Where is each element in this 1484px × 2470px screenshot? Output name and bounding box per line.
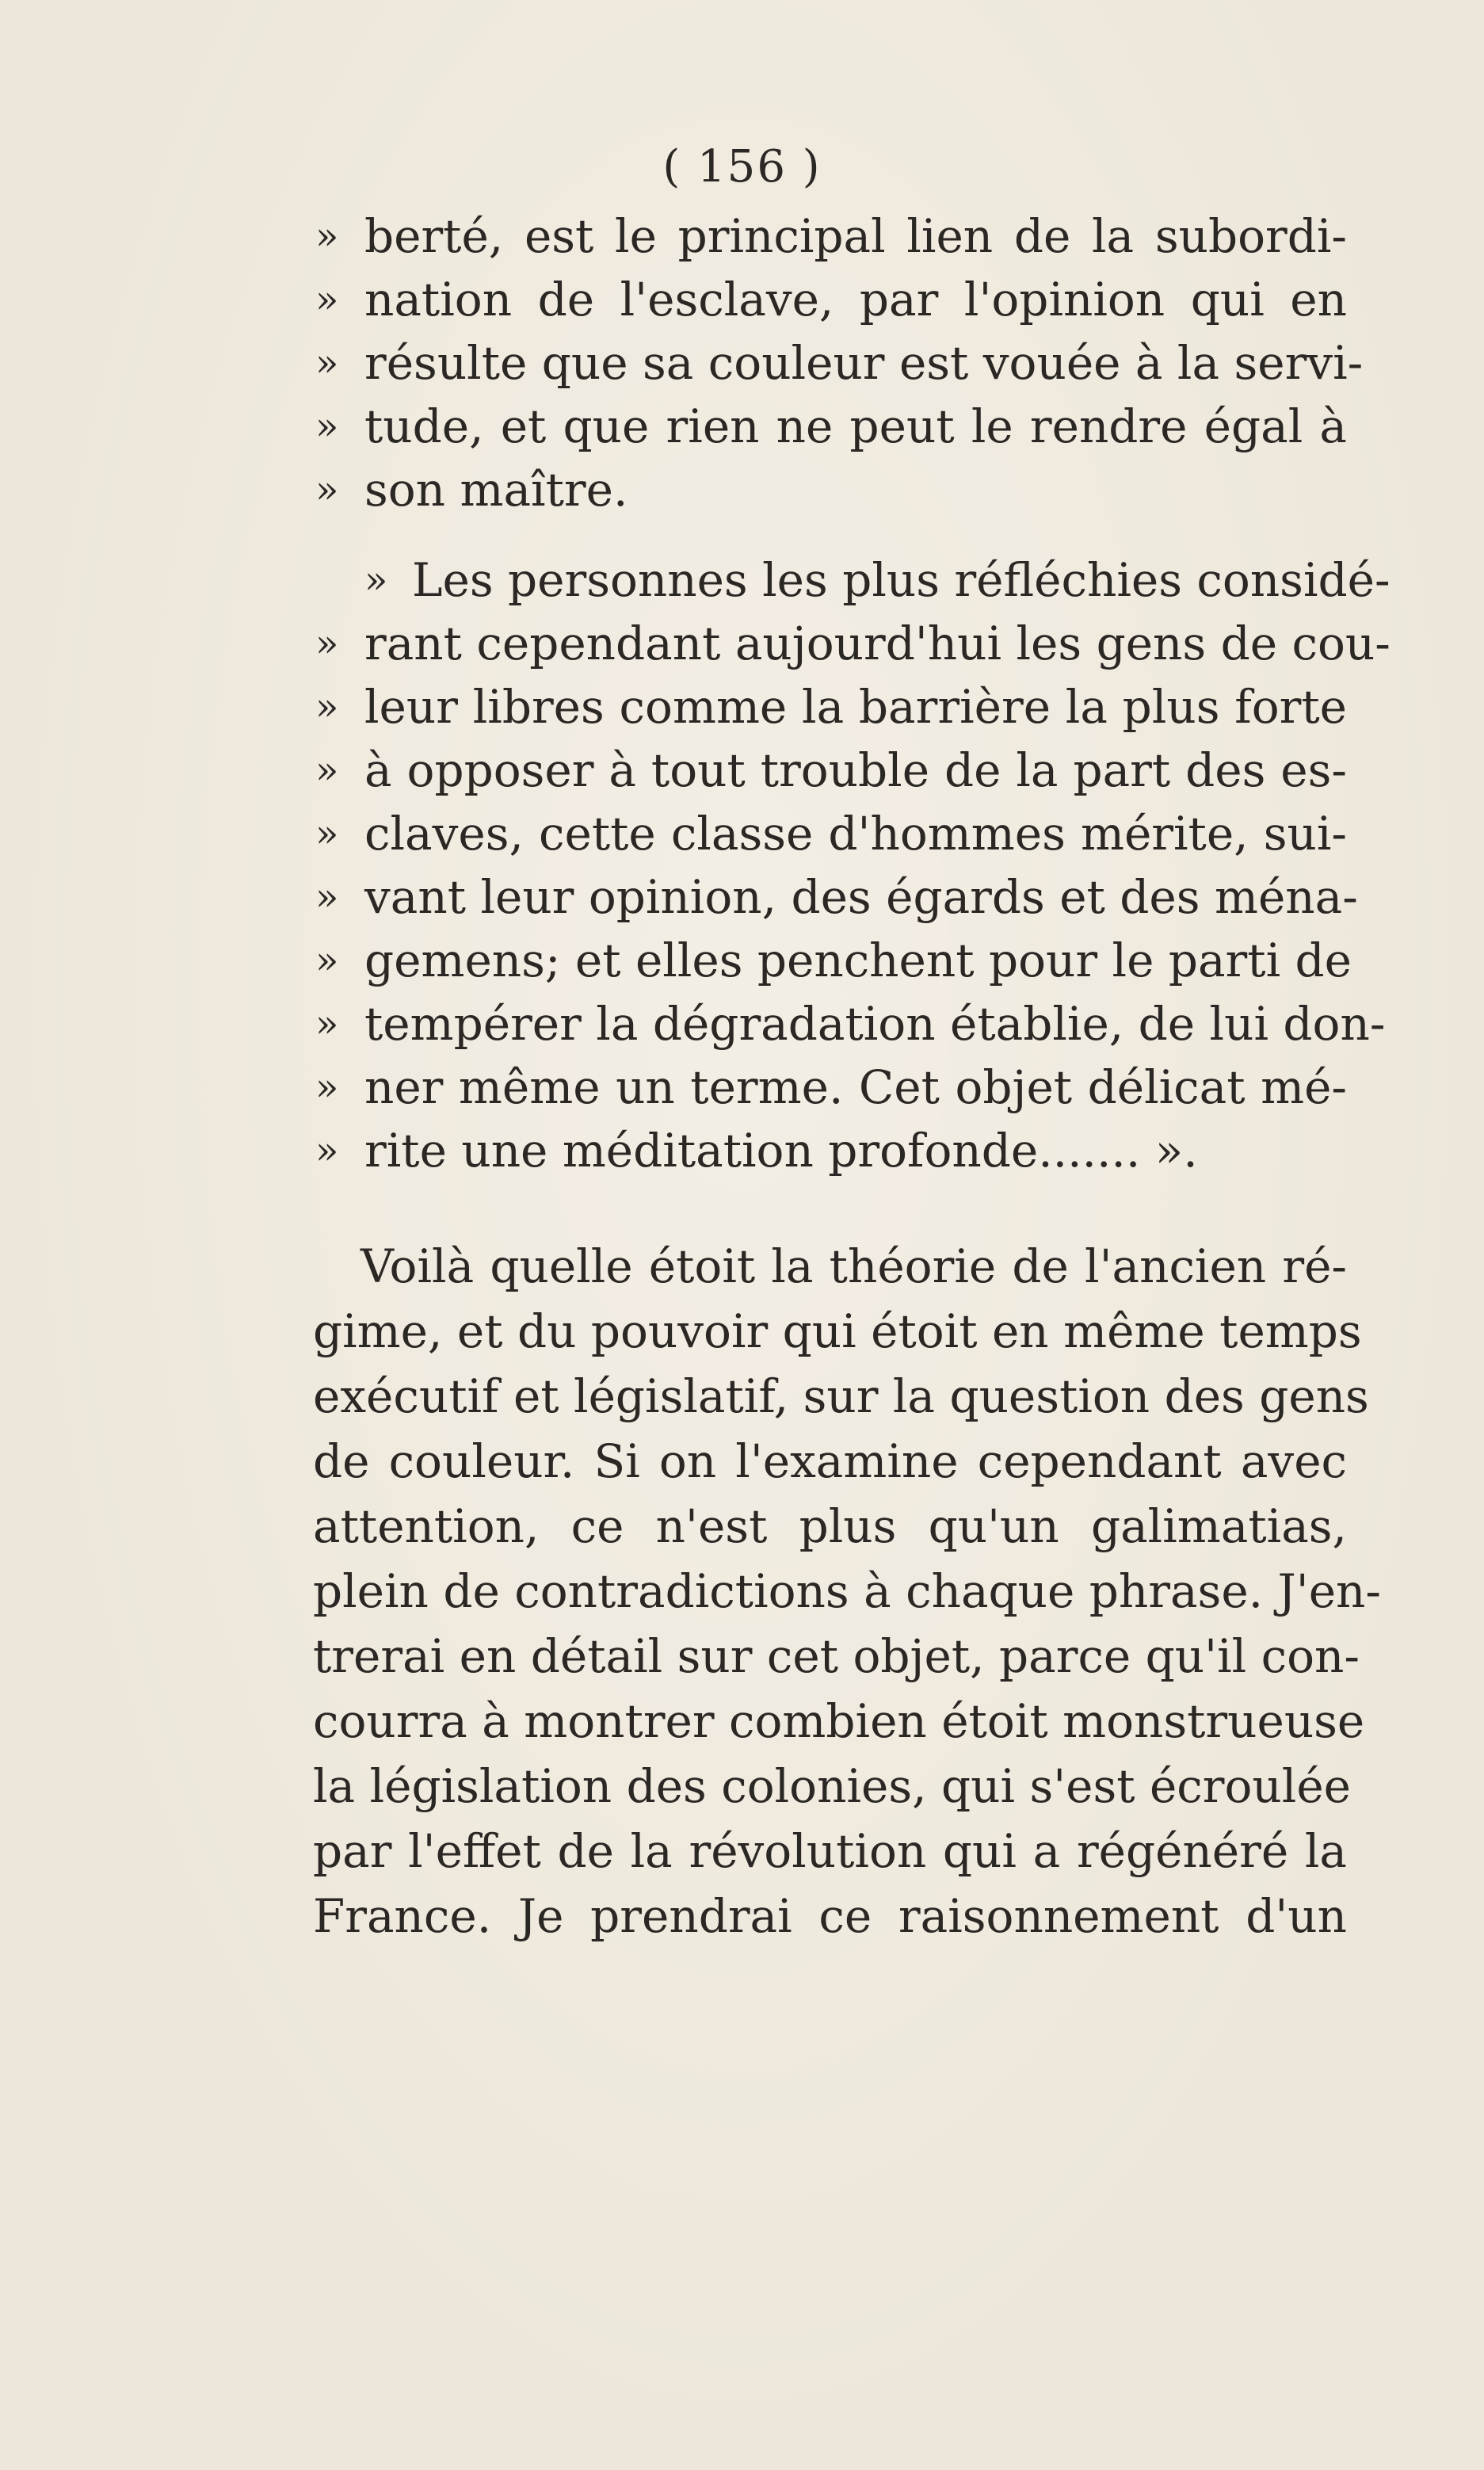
- quote-line-text: tude, et que rien ne peut le rendre égal à: [364, 399, 1347, 453]
- quote-line-text: tempérer la dégradation établie, de lui don-: [364, 997, 1386, 1051]
- quote-mark: »: [315, 938, 339, 983]
- quote-mark: »: [364, 558, 388, 602]
- paragraph-line-text: par l'effet de la révolution qui a régénéré la: [313, 1824, 1347, 1878]
- quote-line-text: à opposer à tout trouble de la part des es-: [364, 743, 1347, 797]
- quote-mark: »: [315, 1065, 339, 1109]
- quote-line-text: berté, est le principal lien de la subordi-: [364, 209, 1347, 263]
- paragraph-line-text: courra à montrer combien étoit monstrueuse: [313, 1694, 1365, 1748]
- paragraph-line-text: gime, et du pouvoir qui étoit en même temps: [313, 1304, 1362, 1358]
- quote-line-text: Les personnes les plus réfléchies considé-: [412, 553, 1391, 607]
- quote-mark: »: [315, 1128, 339, 1173]
- quote-line-text: son maître.: [364, 463, 628, 517]
- quote-mark: »: [315, 404, 339, 449]
- quote-line-text: gemens; et elles penchent pour le parti de: [364, 933, 1352, 987]
- quote-mark: »: [315, 811, 339, 856]
- quote-line-text: résulte que sa couleur est vouée à la servi-: [364, 336, 1364, 390]
- paragraph-line-text: la législation des colonies, qui s'est écroulée: [313, 1759, 1351, 1813]
- paragraph-line-text: exécutif et législatif, sur la question des gens: [313, 1369, 1369, 1423]
- page-number: ( 156 ): [662, 141, 822, 193]
- quote-line-text: nation de l'esclave, par l'opinion qui en: [364, 273, 1347, 326]
- quote-mark: »: [315, 468, 339, 512]
- quote-mark: »: [315, 621, 339, 666]
- paragraph-line-text: trerai en détail sur cet objet, parce qu'il con-: [313, 1629, 1360, 1683]
- quote-line-text: ner même un terme. Cet objet délicat mé-: [364, 1060, 1347, 1114]
- quote-line-text: claves, cette classe d'hommes mérite, sui-: [364, 807, 1347, 861]
- quote-mark: »: [315, 277, 339, 322]
- quote-mark: »: [315, 685, 339, 729]
- paragraph-line-text: plein de contradictions à chaque phrase. J'en-: [313, 1564, 1381, 1618]
- quote-mark: »: [315, 875, 339, 919]
- quote-mark: »: [315, 341, 339, 385]
- paragraph-line-text: de couleur. Si on l'examine cependant avec: [313, 1434, 1347, 1488]
- quote-mark: »: [315, 748, 339, 792]
- quote-line-text: vant leur opinion, des égards et des ména-: [364, 870, 1358, 924]
- quote-line-text: rant cependant aujourd'hui les gens de cou-: [364, 617, 1391, 670]
- quote-mark: »: [315, 214, 339, 258]
- paragraph-line-text: Voilà quelle étoit la théorie de l'ancien ré-: [361, 1239, 1347, 1293]
- quote-line-text: rite une méditation profonde....... ».: [364, 1124, 1198, 1178]
- quote-mark: »: [315, 1002, 339, 1046]
- paragraph-line-text: France. Je prendrai ce raisonnement d'un: [313, 1889, 1347, 1943]
- paragraph-line-text: attention, ce n'est plus qu'un galimatias,: [313, 1499, 1347, 1553]
- quote-line-text: leur libres comme la barrière la plus forte: [364, 680, 1347, 734]
